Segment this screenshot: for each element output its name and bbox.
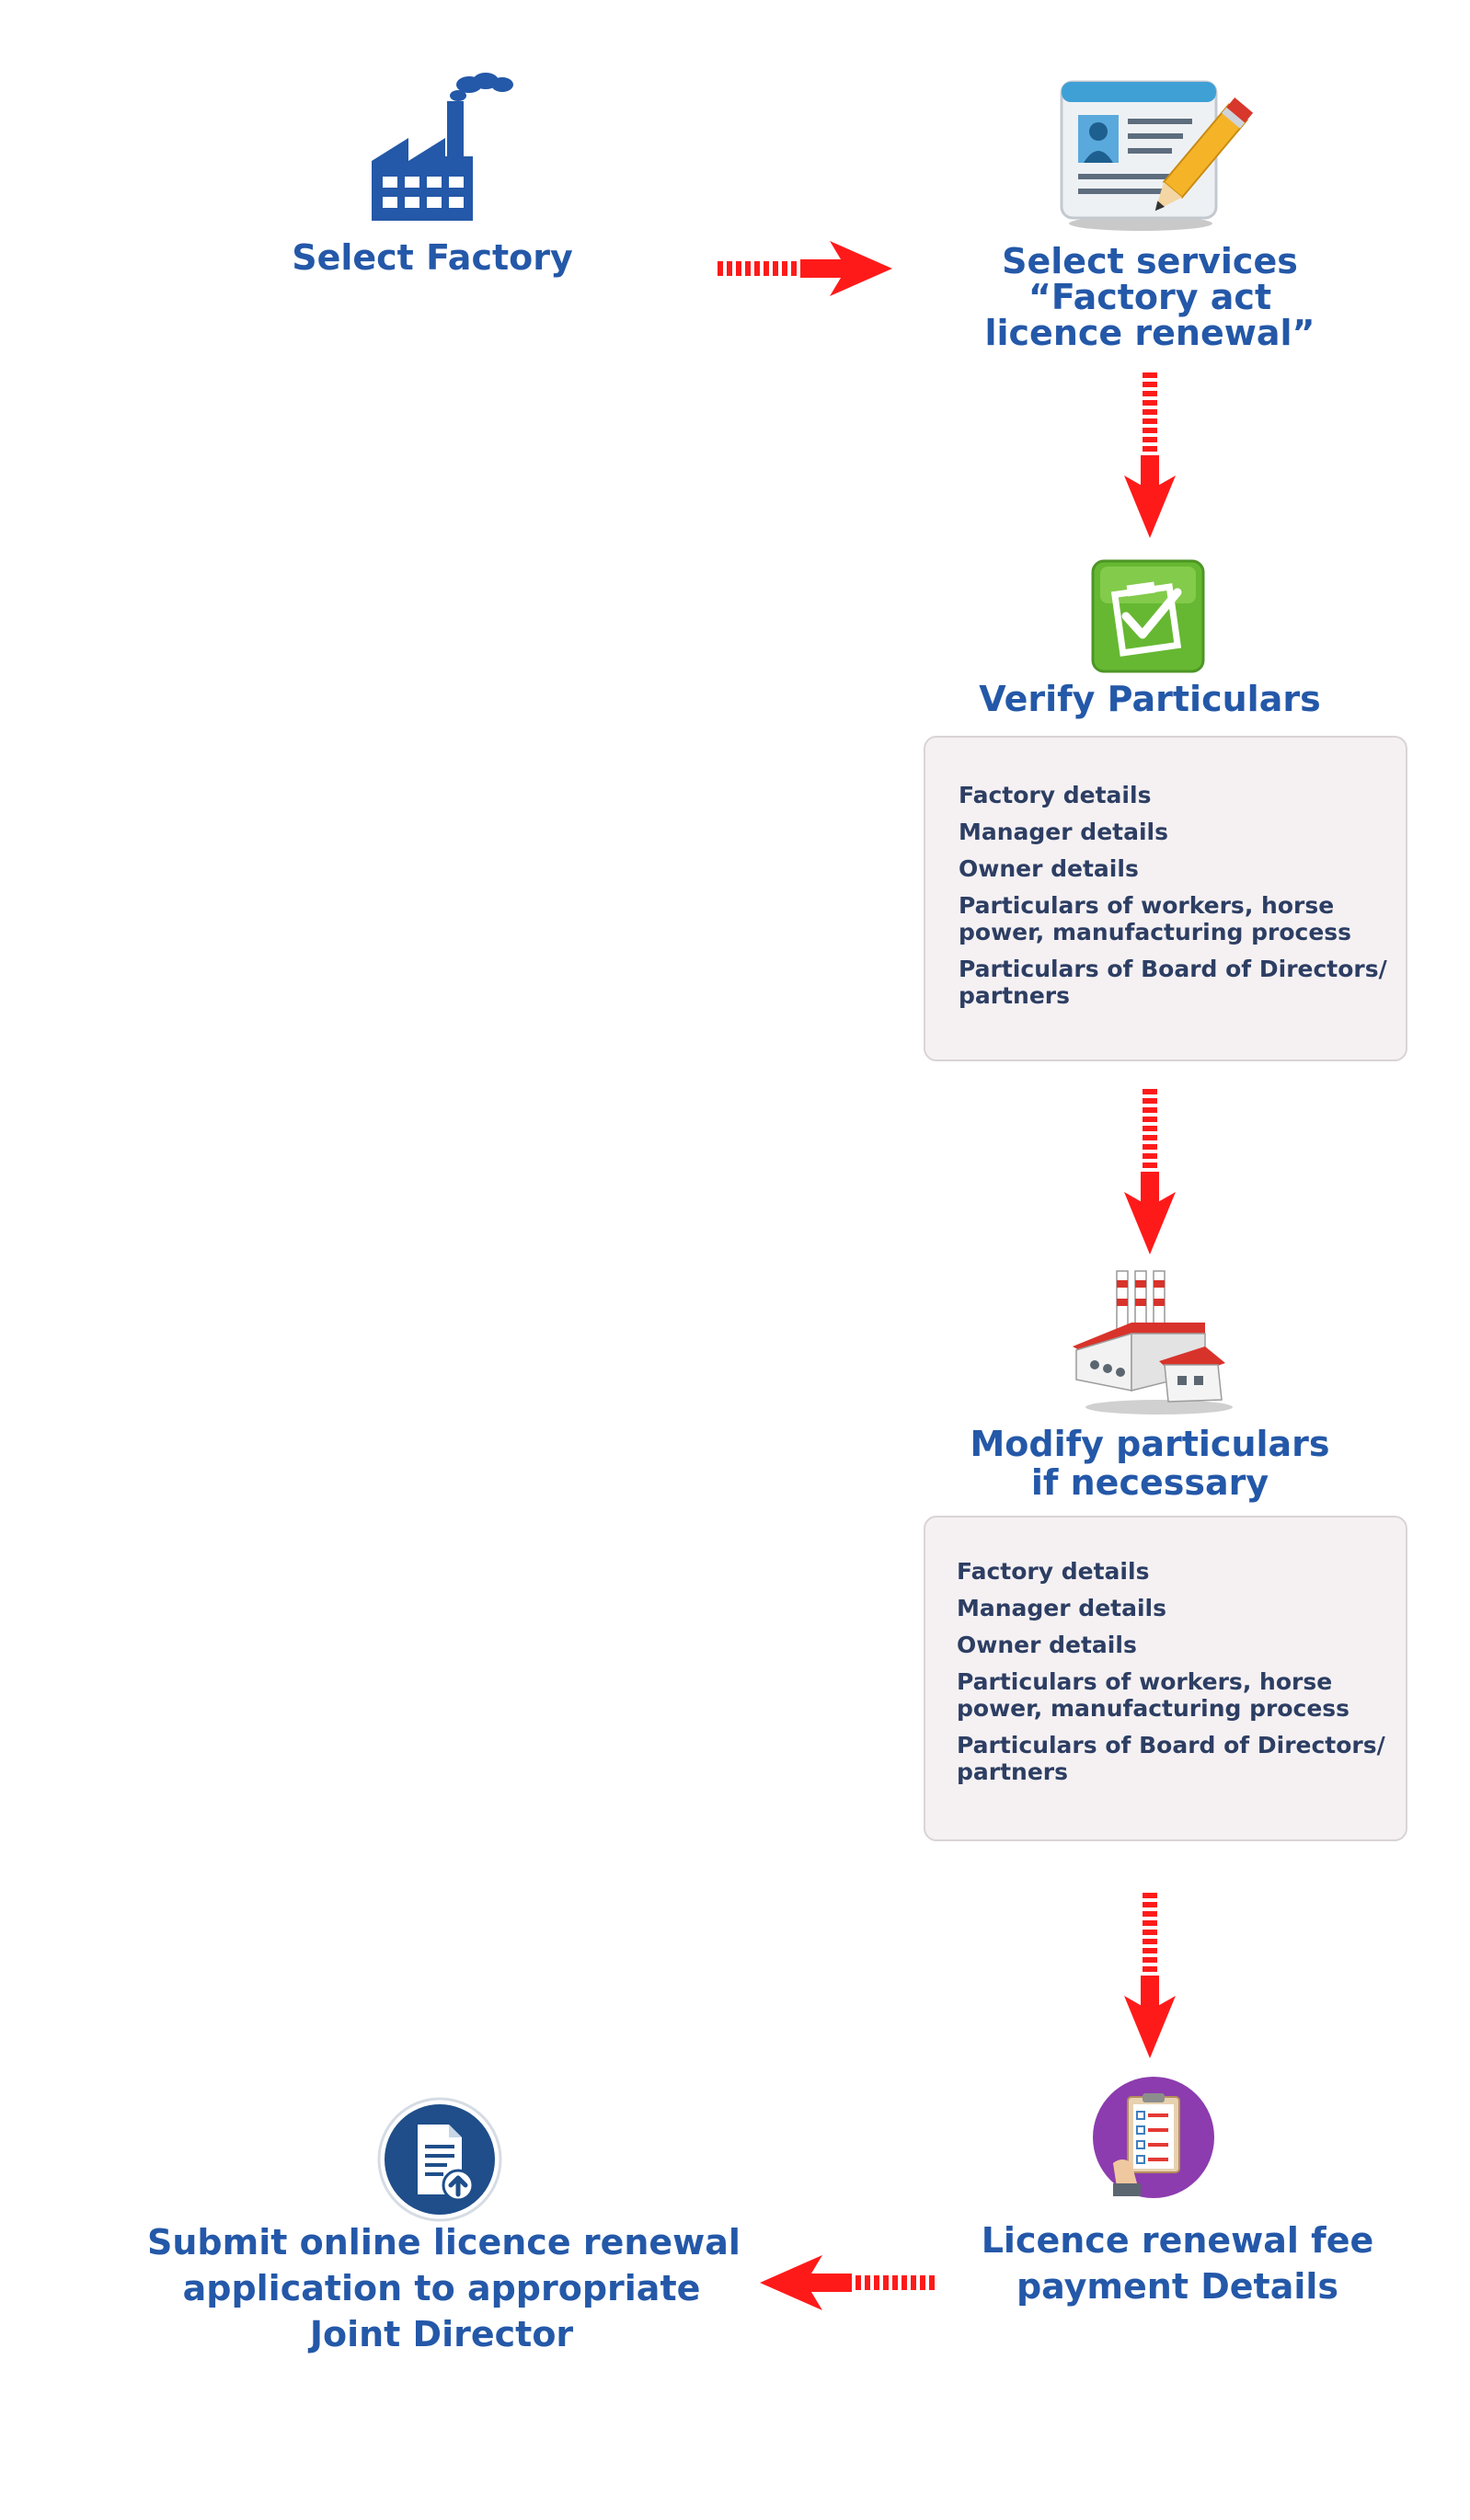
arrow-down-3	[1124, 1893, 1176, 2058]
modify-detail-item: Particulars of Board of Directors/ partners	[957, 1732, 1385, 1785]
clipboard-checklist-icon	[1091, 2075, 1216, 2200]
modify-details-box	[924, 1516, 1407, 1841]
modify-detail-item: Particulars of workers, horse power, manufacturing process	[957, 1668, 1350, 1722]
submit-label-line-2: application to appropriate	[182, 2268, 701, 2308]
select-services-label-line-3: licence renewal”	[984, 313, 1315, 353]
document-upload-icon	[377, 2097, 502, 2222]
verify-detail-item: Owner details	[959, 855, 1139, 882]
modify-detail-item: Owner details	[957, 1632, 1137, 1658]
verify-detail-item: Particulars of workers, horse power, manufacturing process	[959, 892, 1352, 945]
submit-label-line-1: Submit online licence renewal	[147, 2222, 741, 2262]
submit-label-line-3: Joint Director	[309, 2314, 574, 2354]
id-card-pencil-icon	[1058, 78, 1242, 235]
select-factory-label: Select Factory	[292, 237, 573, 278]
verify-details-box	[924, 736, 1407, 1061]
factory-icon	[368, 74, 524, 230]
arrow-down-1	[1124, 372, 1176, 538]
modify-detail-item: Manager details	[957, 1595, 1166, 1621]
verify-detail-item: Particulars of Board of Directors/ partners	[959, 956, 1387, 1009]
verify-details-list	[959, 782, 1391, 1019]
verify-detail-item: Manager details	[959, 819, 1168, 845]
payment-label-line-2: payment Details	[1016, 2266, 1339, 2307]
modify-particulars-label-line-1: Modify particulars	[970, 1424, 1330, 1464]
payment-label-line-1: Licence renewal fee	[981, 2220, 1374, 2261]
modify-particulars-label-line-2: if necessary	[1030, 1462, 1269, 1503]
modify-details-list	[957, 1558, 1389, 1795]
arrow-right-1	[718, 241, 892, 296]
verify-particulars-label: Verify Particulars	[979, 679, 1321, 719]
industrial-building-icon	[1067, 1262, 1233, 1418]
verify-detail-item: Factory details	[959, 782, 1152, 808]
modify-detail-item: Factory details	[957, 1558, 1150, 1585]
step-select-factory	[276, 74, 589, 294]
arrow-down-2	[1124, 1089, 1176, 1254]
checklist-check-icon	[1091, 559, 1205, 673]
select-services-label-line-1: Select services	[1002, 241, 1298, 281]
select-services-label-line-2: “Factory act	[1028, 277, 1272, 317]
arrow-left-1	[760, 2255, 935, 2310]
